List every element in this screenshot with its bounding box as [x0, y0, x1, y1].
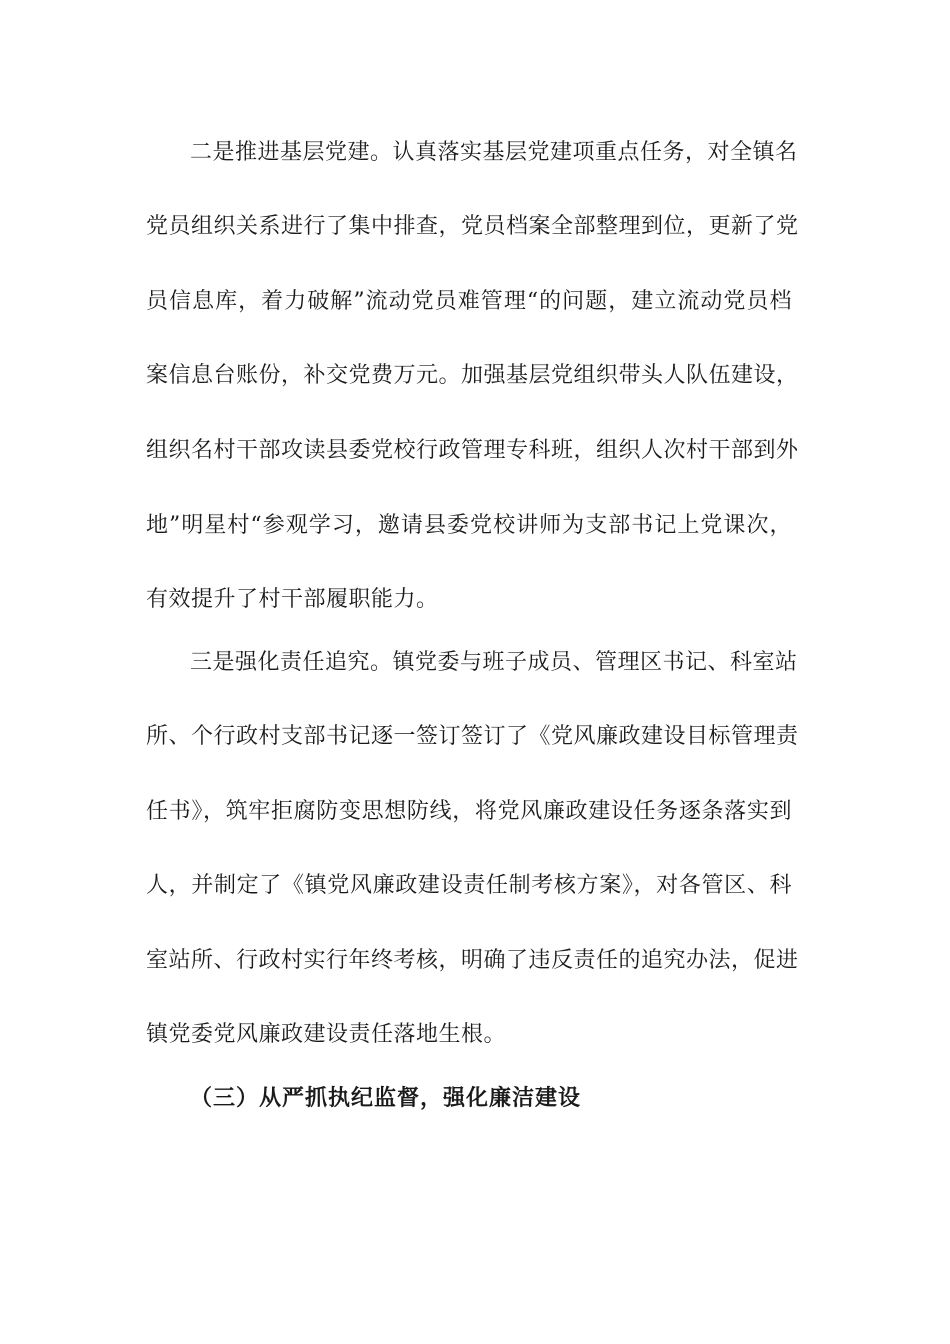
paragraph-2-line-1: 二是推进基层党建。认真落实基层党建项重点任务，对全镇名 [190, 140, 798, 165]
paragraph-2-line-6: 地”明星村“参观学习，邀请县委党校讲师为支部书记上党课次， [146, 513, 792, 538]
paragraph-3-line-6: 镇党委党风廉政建设责任落地生根。 [146, 1022, 507, 1047]
paragraph-3-line-5: 室站所、行政村实行年终考核，明确了违反责任的追究办法，促进 [146, 948, 799, 973]
paragraph-3-line-2: 所、个行政村支部书记逐一签订签订了《党风廉政建设目标管理责 [146, 724, 799, 749]
paragraph-2-line-2: 党员组织关系进行了集中排查，党员档案全部整理到位，更新了党 [146, 214, 799, 239]
paragraph-2-line-4: 案信息台账份，补交党费万元。加强基层党组织带头人队伍建设， [146, 363, 799, 388]
paragraph-2-line-7: 有效提升了村干部履职能力。 [146, 587, 439, 612]
paragraph-2-line-5: 组织名村干部攻读县委党校行政管理专科班，组织人次村干部到外 [146, 438, 799, 463]
paragraph-3-line-3: 任书》，筑牢拒腐防变思想防线，将党风廉政建设任务逐条落实到 [146, 799, 792, 824]
section-heading: （三）从严抓执纪监督，强化廉洁建设 [190, 1085, 582, 1111]
paragraph-2-line-3: 员信息库，着力破解”流动党员难管理“的问题，建立流动党员档 [146, 289, 792, 314]
paragraph-3-line-1: 三是强化责任追究。镇党委与班子成员、管理区书记、科室站 [190, 650, 798, 675]
paragraph-3-line-4: 人，并制定了《镇党风廉政建设责任制考核方案》，对各管区、科 [146, 873, 792, 898]
